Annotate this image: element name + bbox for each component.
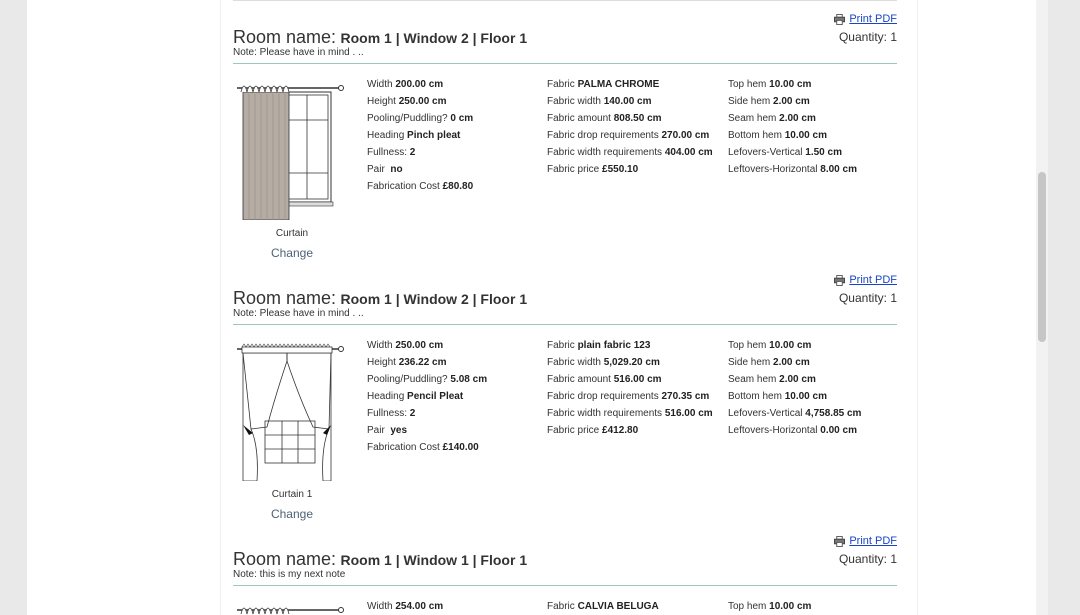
heading-row: Heading Pinch pleat	[367, 130, 461, 141]
divider	[233, 585, 897, 586]
curtain-pencil-pleat-image	[237, 337, 347, 481]
heading-row: Heading Pencil Pleat	[367, 391, 464, 402]
divider	[233, 324, 897, 325]
height-row: Height 250.00 cm	[367, 96, 447, 107]
fabric-width-row: Fabric width 5,029.20 cm	[547, 357, 660, 368]
room-note: Note: this is my next note	[233, 569, 346, 580]
printer-icon	[834, 536, 845, 547]
print-pdf-label[interactable]: Print PDF	[849, 13, 897, 25]
curtain-details	[367, 76, 537, 195]
room-card	[233, 261, 897, 521]
change-link[interactable]: Change	[270, 507, 314, 521]
curtain-image-column	[233, 76, 351, 262]
side-hem-row: Side hem 2.00 cm	[728, 96, 810, 107]
width-row: Width 200.00 cm	[367, 79, 444, 90]
print-pdf-link[interactable]	[834, 13, 897, 25]
room-name-label: Room name:	[233, 288, 337, 308]
room-note: Note: Please have in mind . ..	[233, 308, 364, 319]
room-name-value: Room 1 | Window 2 | Floor 1	[340, 30, 528, 46]
room-name-label: Room name:	[233, 549, 337, 569]
bottom-hem-row: Bottom hem 10.00 cm	[728, 130, 827, 141]
change-link[interactable]: Change	[270, 246, 314, 260]
fabric-width-req-row: Fabric width requirements 404.00 cm	[547, 147, 713, 158]
scrollbar[interactable]	[1036, 0, 1048, 615]
leftovers-vertical-row: Lefovers-Vertical 1.50 cm	[728, 147, 842, 158]
pair-row: Pair yes	[367, 425, 408, 436]
room-header	[233, 0, 897, 62]
scrollbar-thumb[interactable]	[1038, 172, 1046, 342]
pooling-row: Pooling/Puddling? 5.08 cm	[367, 374, 488, 385]
seam-hem-row: Seam hem 2.00 cm	[728, 374, 816, 385]
curtain-details	[367, 337, 537, 456]
fabric-details	[547, 598, 717, 615]
print-pdf-link[interactable]	[834, 274, 897, 286]
room-details	[233, 598, 897, 615]
curtain-image-column	[233, 337, 351, 523]
page	[27, 0, 1048, 615]
room-card	[233, 0, 897, 260]
fabric-price-row: Fabric price £412.80	[547, 425, 639, 436]
leftovers-horizontal-row: Leftovers-Horizontal 0.00 cm	[728, 425, 857, 436]
fabric-row: Fabric plain fabric 123	[547, 340, 651, 351]
fullness-row: Fullness: 2	[367, 147, 416, 158]
fabrication-cost-row: Fabrication Cost £80.80	[367, 181, 474, 192]
fullness-row: Fullness: 2	[367, 408, 416, 419]
fabric-width-row: Fabric width 140.00 cm	[547, 96, 652, 107]
quantity: Quantity: 1	[838, 291, 897, 305]
hem-details	[728, 598, 897, 615]
divider	[233, 63, 897, 64]
room-name-value: Room 1 | Window 1 | Floor 1	[340, 552, 528, 568]
bottom-hem-row: Bottom hem 10.00 cm	[728, 391, 827, 402]
curtain-label: Curtain	[275, 228, 309, 239]
print-pdf-label[interactable]: Print PDF	[849, 535, 897, 547]
fabrication-cost-row: Fabrication Cost £140.00	[367, 442, 479, 453]
top-hem-row: Top hem 10.00 cm	[728, 601, 812, 612]
room-details	[233, 76, 897, 266]
room-header	[233, 522, 897, 584]
fabric-details	[547, 337, 717, 439]
room-title	[233, 27, 527, 48]
room-header	[233, 261, 897, 323]
top-hem-row: Top hem 10.00 cm	[728, 340, 812, 351]
top-hem-row: Top hem 10.00 cm	[728, 79, 812, 90]
curtain-image	[237, 598, 347, 615]
room-name-value: Room 1 | Window 2 | Floor 1	[340, 291, 528, 307]
quote-content	[220, 0, 918, 615]
height-row: Height 236.22 cm	[367, 357, 447, 368]
fabric-amount-row: Fabric amount 516.00 cm	[547, 374, 662, 385]
curtain-details	[367, 598, 537, 615]
room-title	[233, 549, 527, 570]
fabric-price-row: Fabric price £550.10	[547, 164, 639, 175]
pooling-row: Pooling/Puddling? 0 cm	[367, 113, 474, 124]
quantity: Quantity: 1	[838, 552, 897, 566]
curtain-label: Curtain 1	[271, 489, 313, 500]
fabric-drop-row: Fabric drop requirements 270.35 cm	[547, 391, 710, 402]
fabric-drop-row: Fabric drop requirements 270.00 cm	[547, 130, 710, 141]
printer-icon	[834, 14, 845, 25]
printer-icon	[834, 275, 845, 286]
leftovers-horizontal-row: Leftovers-Horizontal 8.00 cm	[728, 164, 857, 175]
quantity: Quantity: 1	[838, 30, 897, 44]
seam-hem-row: Seam hem 2.00 cm	[728, 113, 816, 124]
print-pdf-label[interactable]: Print PDF	[849, 274, 897, 286]
fabric-details	[547, 76, 717, 178]
fabric-amount-row: Fabric amount 808.50 cm	[547, 113, 662, 124]
width-row: Width 254.00 cm	[367, 601, 444, 612]
room-card	[233, 522, 897, 612]
hem-details	[728, 337, 897, 439]
fabric-width-req-row: Fabric width requirements 516.00 cm	[547, 408, 713, 419]
room-note: Note: Please have in mind . ..	[233, 47, 364, 58]
print-pdf-link[interactable]	[834, 535, 897, 547]
side-hem-row: Side hem 2.00 cm	[728, 357, 810, 368]
pair-row: Pair no	[367, 164, 403, 175]
hem-details	[728, 76, 897, 178]
fabric-row: Fabric PALMA CHROME	[547, 79, 660, 90]
room-title	[233, 288, 527, 309]
width-row: Width 250.00 cm	[367, 340, 444, 351]
curtain-pinch-pleat-image	[237, 76, 347, 220]
fabric-row: Fabric CALVIA BELUGA	[547, 601, 659, 612]
room-name-label: Room name:	[233, 27, 337, 47]
leftovers-vertical-row: Lefovers-Vertical 4,758.85 cm	[728, 408, 862, 419]
curtain-image-column	[233, 598, 351, 615]
room-details	[233, 337, 897, 527]
